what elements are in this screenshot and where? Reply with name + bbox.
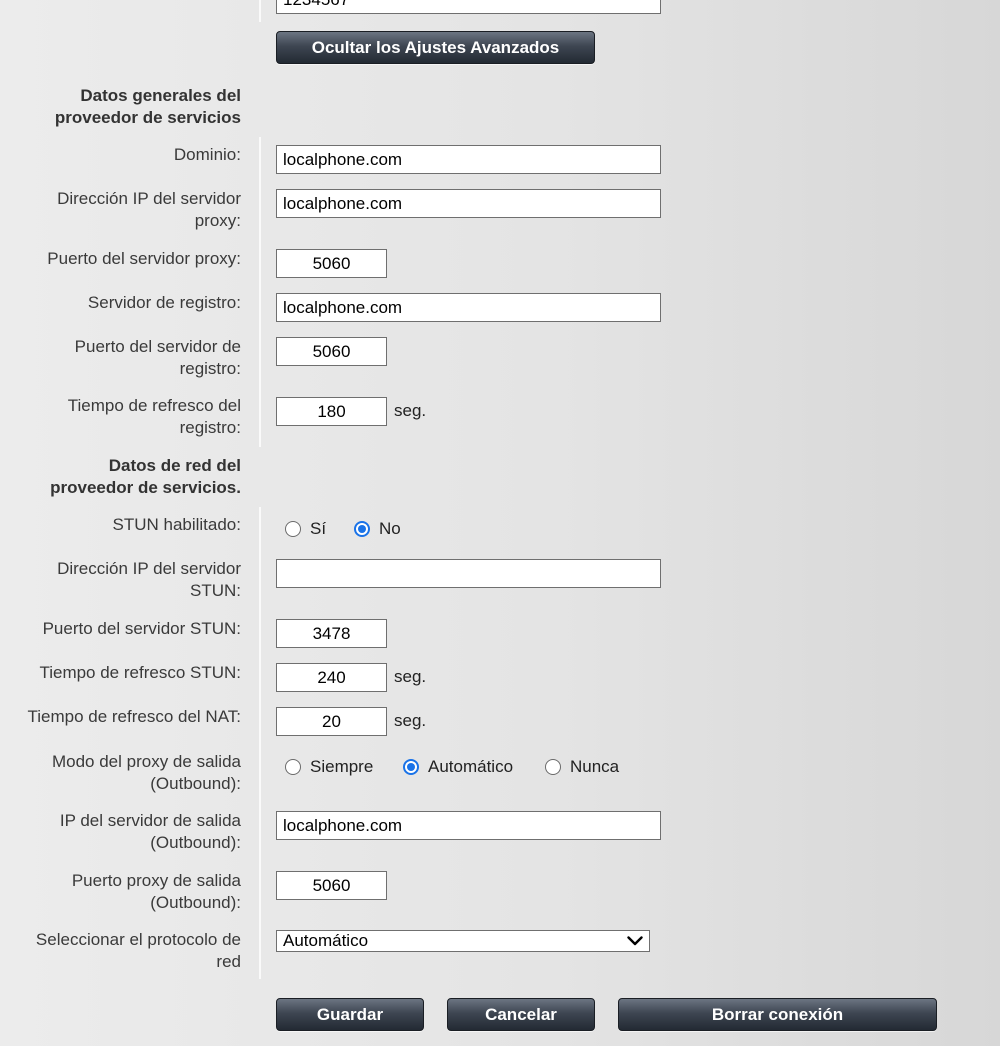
registration-refresh-label: Tiempo de refresco del registro: bbox=[67, 396, 241, 437]
proxy-ip-field[interactable] bbox=[276, 189, 661, 218]
stun-refresh-field[interactable] bbox=[276, 663, 387, 692]
outbound-ip-field[interactable] bbox=[276, 811, 661, 840]
seconds-unit: seg. bbox=[394, 711, 427, 730]
divider bbox=[259, 507, 261, 979]
stun-yes-option[interactable] bbox=[285, 519, 326, 539]
outbound-auto-option[interactable] bbox=[403, 757, 513, 777]
outbound-always-radio[interactable] bbox=[285, 759, 301, 775]
outbound-mode-label: Modo del proxy de salida (Outbound): bbox=[51, 752, 241, 793]
registration-refresh-field[interactable] bbox=[276, 397, 387, 426]
stun-port-label: Puerto del servidor STUN: bbox=[42, 619, 241, 638]
domain-field[interactable] bbox=[276, 145, 661, 174]
outbound-never-option[interactable] bbox=[545, 757, 619, 777]
provider-general-heading: Datos generales del proveedor de servicios bbox=[54, 86, 241, 127]
stun-ip-field[interactable] bbox=[276, 559, 661, 588]
stun-yes-radio[interactable] bbox=[285, 521, 301, 537]
stun-no-option[interactable] bbox=[354, 519, 401, 539]
outbound-ip-label: IP del servidor de salida (Outbound): bbox=[59, 811, 241, 852]
domain-label: Dominio: bbox=[173, 145, 241, 164]
top-partial-field[interactable] bbox=[276, 0, 661, 14]
divider bbox=[259, 137, 261, 447]
proxy-port-field[interactable] bbox=[276, 249, 387, 278]
hide-advanced-settings-button[interactable]: Ocultar los Ajustes Avanzados bbox=[276, 31, 595, 64]
divider bbox=[259, 0, 261, 22]
stun-yes-label: Sí bbox=[310, 519, 327, 538]
stun-enabled-label: STUN habilitado: bbox=[112, 515, 241, 534]
chevron-down-icon bbox=[627, 936, 643, 946]
registrar-port-field[interactable] bbox=[276, 337, 387, 366]
protocol-select[interactable] bbox=[276, 930, 650, 952]
seconds-unit: seg. bbox=[394, 667, 427, 686]
outbound-never-radio[interactable] bbox=[545, 759, 561, 775]
provider-network-heading: Datos de red del proveedor de servicios. bbox=[50, 456, 241, 497]
save-button[interactable]: Guardar bbox=[276, 998, 424, 1031]
outbound-never-label: Nunca bbox=[570, 757, 620, 776]
outbound-port-label: Puerto proxy de salida (Outbound): bbox=[71, 871, 241, 912]
stun-ip-label: Dirección IP del servidor STUN: bbox=[57, 559, 241, 600]
proxy-ip-label: Dirección IP del servidor proxy: bbox=[57, 189, 241, 230]
outbound-auto-label: Automático bbox=[428, 757, 514, 776]
registrar-label: Servidor de registro: bbox=[87, 293, 241, 312]
nat-refresh-label: Tiempo de refresco del NAT: bbox=[27, 707, 241, 726]
seconds-unit: seg. bbox=[394, 401, 427, 420]
delete-connection-button[interactable]: Borrar conexión bbox=[618, 998, 937, 1031]
nat-refresh-field[interactable] bbox=[276, 707, 387, 736]
stun-no-label: No bbox=[379, 519, 401, 538]
registrar-field[interactable] bbox=[276, 293, 661, 322]
stun-port-field[interactable] bbox=[276, 619, 387, 648]
protocol-select-value: Automático bbox=[283, 931, 369, 950]
outbound-always-option[interactable] bbox=[285, 757, 373, 777]
proxy-port-label: Puerto del servidor proxy: bbox=[47, 249, 241, 268]
outbound-always-label: Siempre bbox=[310, 757, 374, 776]
outbound-port-field[interactable] bbox=[276, 871, 387, 900]
stun-no-radio[interactable] bbox=[354, 521, 370, 537]
stun-refresh-label: Tiempo de refresco STUN: bbox=[39, 663, 241, 682]
outbound-auto-radio[interactable] bbox=[403, 759, 419, 775]
protocol-label: Seleccionar el protocolo de red bbox=[35, 930, 241, 971]
registrar-port-label: Puerto del servidor de registro: bbox=[74, 337, 241, 378]
cancel-button[interactable]: Cancelar bbox=[447, 998, 595, 1031]
